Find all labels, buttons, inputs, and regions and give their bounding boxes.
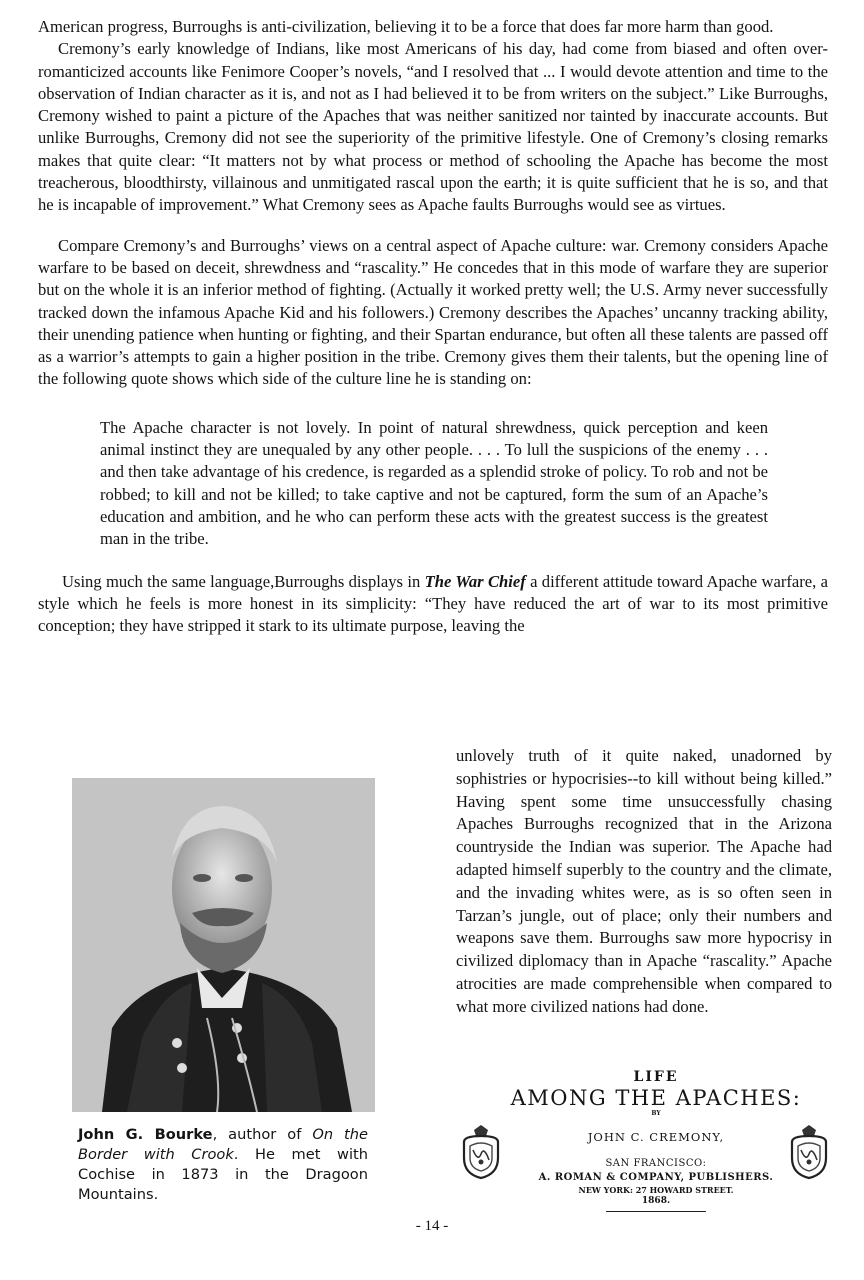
title-author: JOHN C. CREMONY, (587, 1130, 725, 1144)
paragraph-2: Cremony’s early knowledge of Indians, like most Americans of his day, had come from biased and often over-romanticized accounts like Fenimore Cooper’s novels, “and I resolved that ... I would devote attention and time to the observation of Indian character as it is, and not as I had believed it to be from writers on the subject.” Like Burroughs, Cremony wished to paint a picture of the Apaches that was neither sanitized nor tainted by inaccurate accounts. But unlike Burroughs, Cremony did not see the superiority of the primitive lifestyle. One of Cremony’s closing remarks makes that quite clear: “It matters not by what process or method of schooling the Apache has become the most treacherous, bloodthirsty, villainous and unmitigated rascal upon the earth; it is quite sufficient that he is so, and that he is incapable of improvement.” What Cremony sees as Apache faults Burroughs would see as virtues. (38, 39, 828, 215)
article-body (38, 16, 828, 637)
title-place: SAN FRANCISCO: (605, 1158, 707, 1169)
paragraph-3: Compare Cremony’s and Burroughs’ views on a central aspect of Apache culture: war. Cremony considers Apache warfare to be based on deceit, shrewdness and “rascality.” He concedes that in this mode of warfare they are superior but on the whole it is an inferior method of fighting. (Actually it worked pretty well; the U.S. Army never successfully tracked down the infamous Apache Kid and his followers.) Cremony describes the Apaches’ uncanny tracking ability, their unending patience when hunting or fighting, and their Spartan endurance, but often all these talents are passed off as a warrior’s attempts to gain a higher position in the tribe. Cremony gives them their talents, but the opening line of the following quote shows which side of the culture line he is standing on: (38, 235, 828, 389)
page-number: - 14 - (415, 1218, 449, 1234)
title-new-york: NEW YORK: 27 HOWARD STREET. (578, 1185, 734, 1195)
publisher-seal-icon (458, 1124, 504, 1180)
right-column (456, 745, 832, 1019)
caption-book-title: On the Border with Crook (78, 1126, 368, 1163)
paragraph-1: American progress, Burroughs is anti-civilization, believing it to be a force that does far more harm than good. (38, 17, 774, 36)
title-year: 1868. (641, 1196, 671, 1206)
title-life: LIFE (633, 1069, 679, 1085)
portrait-photo (72, 778, 375, 1112)
publisher-seal-icon (786, 1124, 832, 1180)
book-title-war-chief: The War Chief (424, 571, 526, 591)
paragraph-4-rest: a different attitude toward Apache warfare, a style which he feels is more honest in its simplicity: “They have reduced the art of war to its most primitive conception; they have stripped it stark to its ultimate purpose, leaving the (38, 571, 828, 636)
title-main: AMONG THE APACHES: (510, 1086, 802, 1110)
title-rule (606, 1211, 706, 1212)
paragraph-4-lead: Using much the same language,Burroughs displays in (62, 571, 425, 591)
block-quote: The Apache character is not lovely. In point of natural shrewdness, quick perception and keen animal instinct they are unequaled by any other people. . . . To lull the suspicions of the enemy . . . and then take advantage of his credence, is regarded as a splendid stroke of policy. To rob and not be robbed; to kill and not be killed; to take captive and not be captured, form the sum of an Apache’s education and ambition, and he who can perform these acts with the greatest success is the greatest man in the tribe. (100, 417, 768, 549)
caption-text-b: . He met with Cochise in 1873 in the Dragoon Mountains. (78, 1146, 368, 1203)
title-publisher: A. ROMAN & COMPANY, PUBLISHERS. (538, 1172, 774, 1183)
paragraph-4-continued: unlovely truth of it quite naked, unadorned by sophistries or hypocrisies--to kill without being killed.” Having spent some time unsuccessfully chasing Apaches Burroughs recognized that in the Arizona countryside the Indian was superior. The Apache had adapted himself superbly to the country and the climate, and the invading whites were, as is so often seen in Tarzan’s jungle, out of place; only their numbers and weapons save them. Burroughs saw more hypocrisy in civilized diplomacy than in Apache “rascality.” Apache atrocities are made comprehensible when compared to what more civilized nations had done. (456, 746, 832, 1016)
title-by: BY (651, 1110, 661, 1117)
caption-name: John G. Bourke (78, 1126, 213, 1143)
photo-caption (78, 1125, 368, 1205)
portrait-illustration (72, 778, 375, 1112)
paragraph-4 (38, 571, 828, 638)
caption-text-a: , author of (212, 1126, 313, 1143)
